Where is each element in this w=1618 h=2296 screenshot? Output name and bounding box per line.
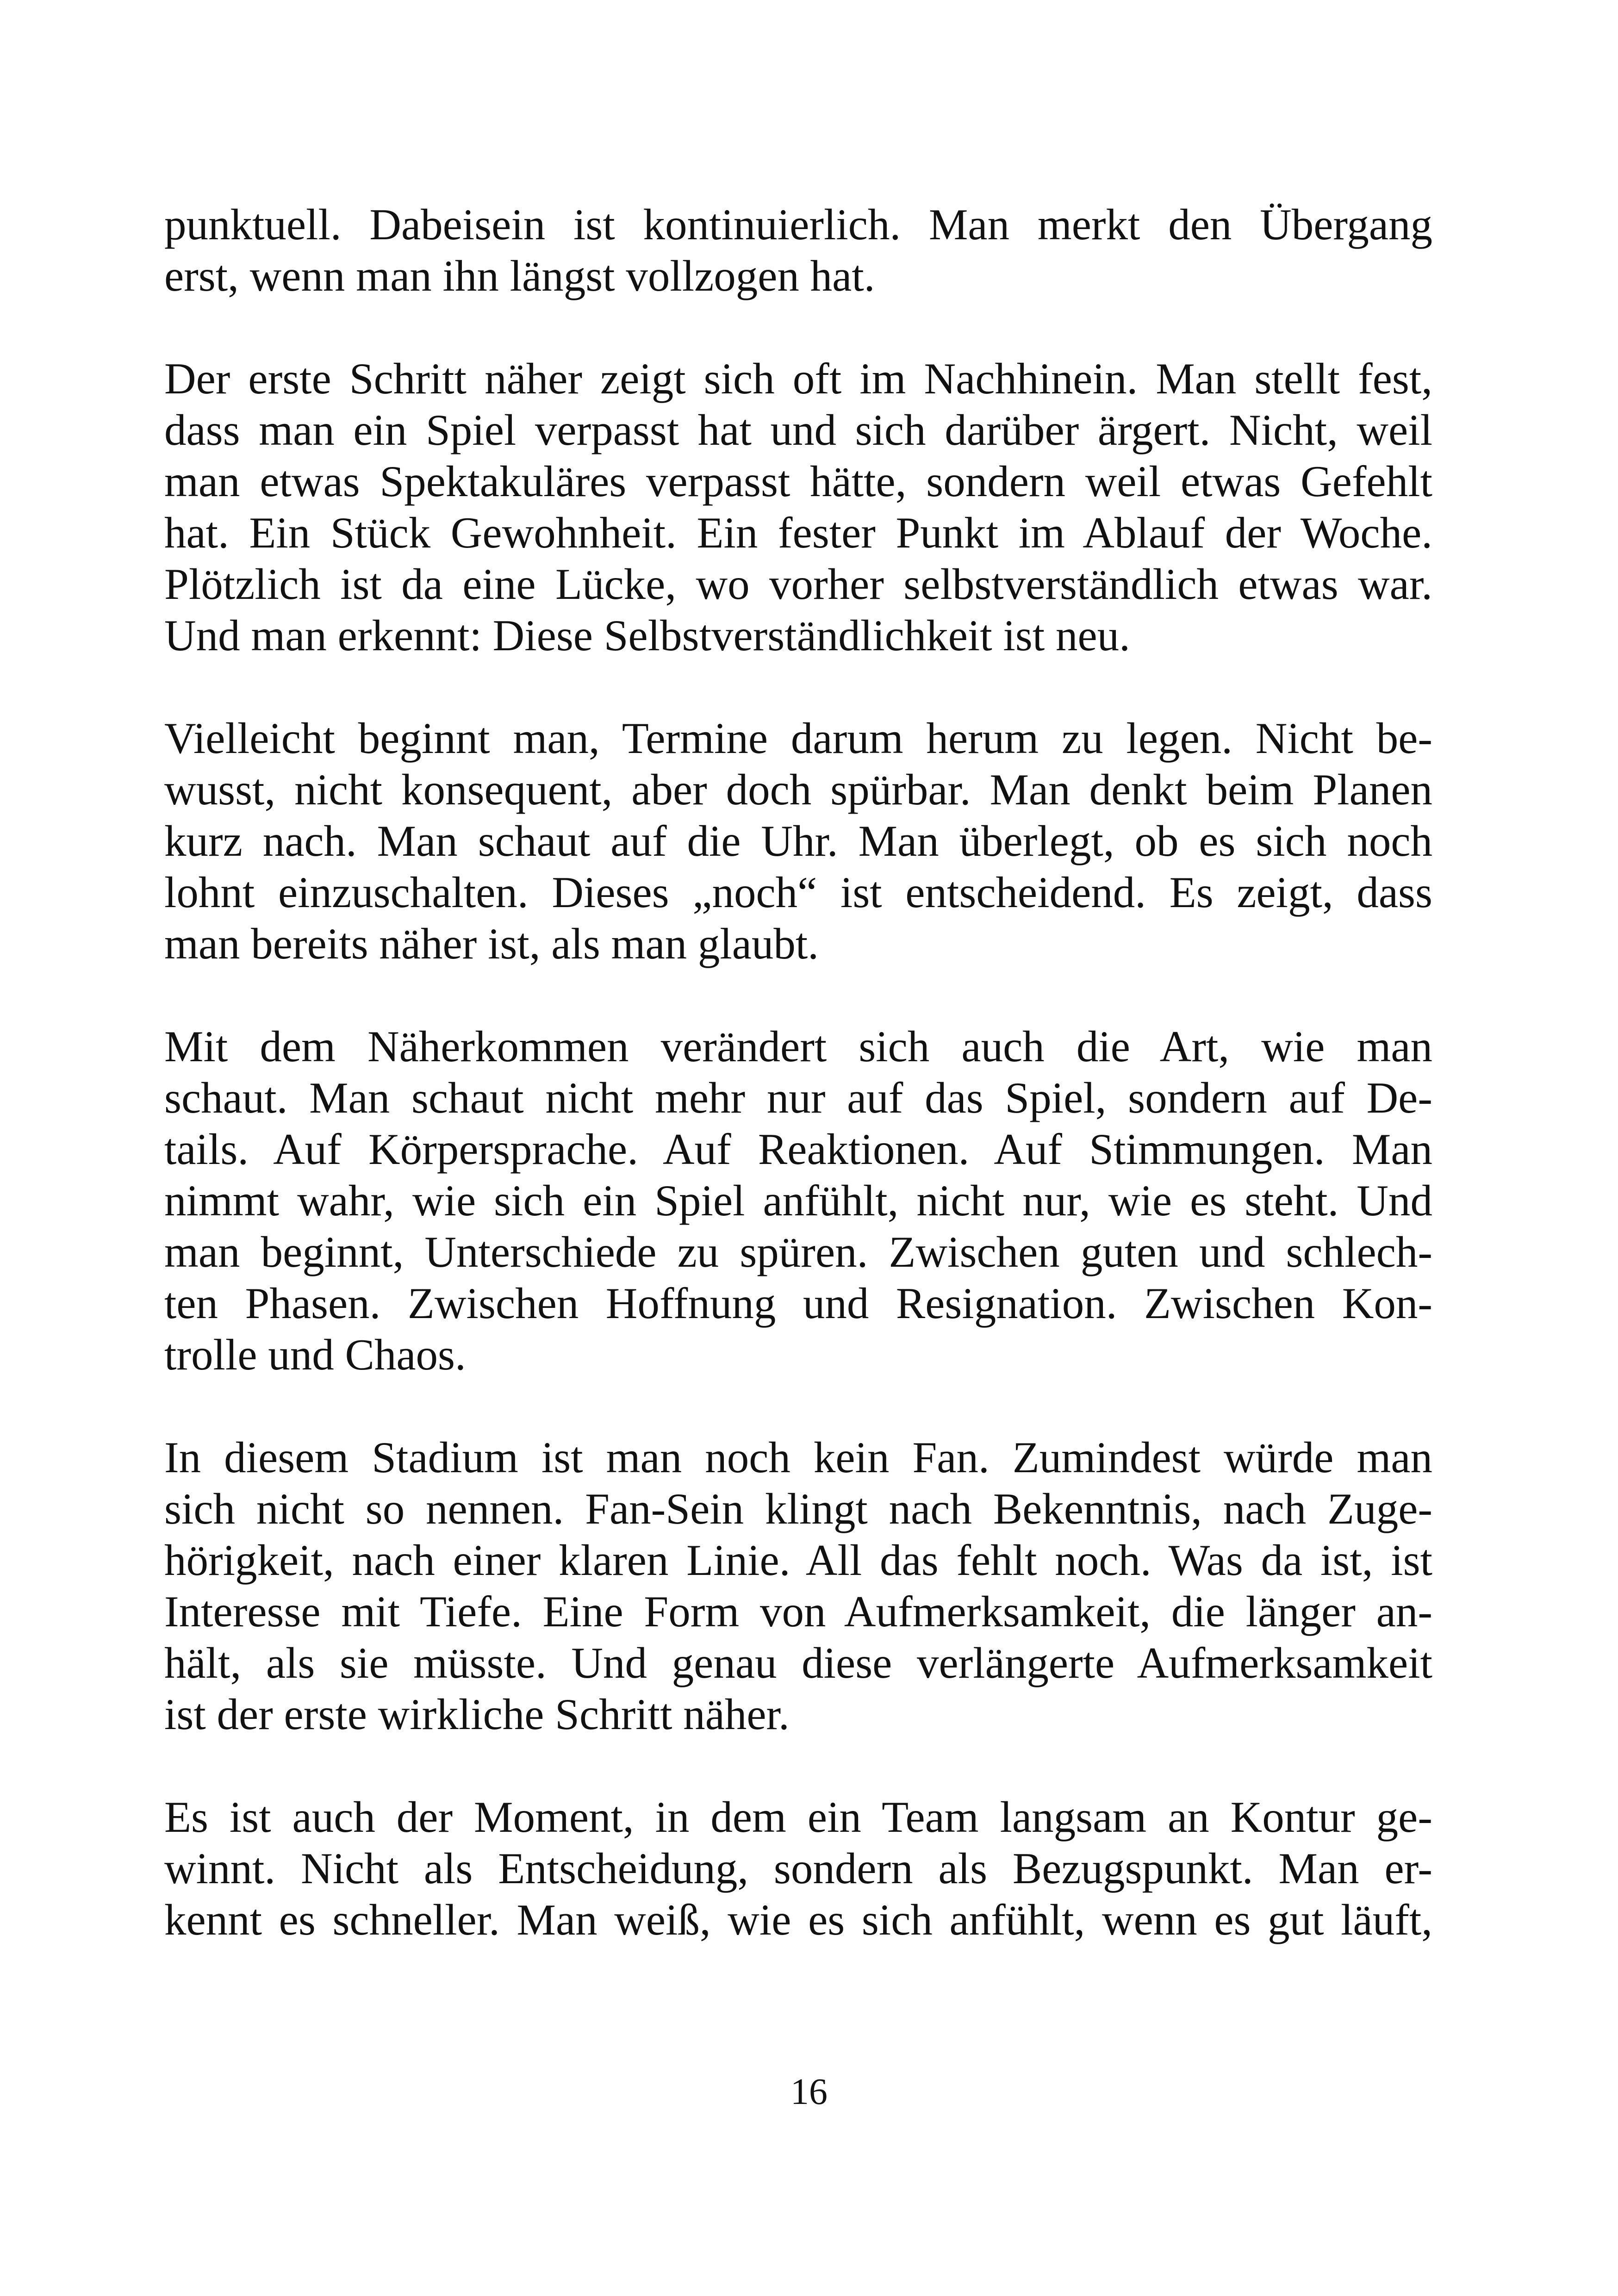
- text-line: ten Phasen. Zwischen Hoffnung und Resignation. Zwischen Kon-: [164, 1279, 1432, 1328]
- text-line: Mit dem Näherkommen verändert sich auch die Art, wie man: [164, 1022, 1432, 1071]
- text-line: erst, wenn man ihn längst vollzogen hat.: [164, 251, 875, 300]
- paragraph-gap: [164, 661, 1432, 713]
- text-line: kurz nach. Man schaut auf die Uhr. Man überlegt, ob es sich noch: [164, 816, 1432, 865]
- paragraph: [164, 713, 1432, 970]
- paragraph: [164, 199, 1432, 302]
- text-line: Plötzlich ist da eine Lücke, wo vorher selbstverständlich etwas war.: [164, 560, 1432, 609]
- paragraph: [164, 353, 1432, 661]
- text-line: Es ist auch der Moment, in dem ein Team langsam an Kontur ge-: [164, 1792, 1432, 1842]
- paragraph: [164, 1792, 1432, 1946]
- text-line: man etwas Spektakuläres verpasst hätte, sondern weil etwas Gefehlt: [164, 457, 1432, 506]
- text-line: wusst, nicht konsequent, aber doch spürbar. Man denkt beim Planen: [164, 765, 1432, 814]
- text-line: man bereits näher ist, als man glaubt.: [164, 919, 819, 968]
- text-line: dass man ein Spiel verpasst hat und sich darüber ärgert. Nicht, weil: [164, 405, 1432, 454]
- text-line: hat. Ein Stück Gewohnheit. Ein fester Punkt im Ablauf der Woche.: [164, 508, 1432, 557]
- paragraph-gap: [164, 1381, 1432, 1432]
- paragraph-gap: [164, 302, 1432, 353]
- text-line: nimmt wahr, wie sich ein Spiel anfühlt, nicht nur, wie es steht. Und: [164, 1176, 1432, 1225]
- text-line: sich nicht so nennen. Fan-Sein klingt nach Bekenntnis, nach Zuge-: [164, 1484, 1432, 1533]
- text-line: Der erste Schritt näher zeigt sich oft im Nachhinein. Man stellt fest,: [164, 354, 1432, 403]
- text-line: tails. Auf Körpersprache. Auf Reaktionen. Auf Stimmungen. Man: [164, 1125, 1432, 1174]
- text-line: Und man erkennt: Diese Selbstverständlichkeit ist neu.: [164, 611, 1130, 660]
- paragraph: [164, 1432, 1432, 1740]
- paragraph: [164, 1021, 1432, 1381]
- text-line: ist der erste wirkliche Schritt näher.: [164, 1690, 790, 1739]
- text-line: kennt es schneller. Man weiß, wie es sich anfühlt, wenn es gut läuft,: [164, 1895, 1432, 1944]
- text-line: trolle und Chaos.: [164, 1330, 466, 1379]
- page-number: 16: [790, 2072, 828, 2112]
- text-line: hält, als sie müsste. Und genau diese verlängerte Aufmerksamkeit: [164, 1638, 1432, 1687]
- text-line: winnt. Nicht als Entscheidung, sondern als Bezugspunkt. Man er-: [164, 1844, 1432, 1893]
- text-line: man beginnt, Unterschiede zu spüren. Zwischen guten und schlech-: [164, 1227, 1432, 1276]
- text-line: schaut. Man schaut nicht mehr nur auf das Spiel, sondern auf De-: [164, 1073, 1432, 1122]
- paragraph-gap: [164, 1740, 1432, 1792]
- page-body: [164, 199, 1432, 1946]
- text-line: Interesse mit Tiefe. Eine Form von Aufmerksamkeit, die länger an-: [164, 1587, 1432, 1636]
- text-line: lohnt einzuschalten. Dieses „noch“ ist entscheidend. Es zeigt, dass: [164, 868, 1432, 917]
- text-line: Vielleicht beginnt man, Termine darum herum zu legen. Nicht be-: [164, 714, 1432, 763]
- text-line: hörigkeit, nach einer klaren Linie. All das fehlt noch. Was da ist, ist: [164, 1536, 1432, 1585]
- text-line: In diesem Stadium ist man noch kein Fan. Zumindest würde man: [164, 1433, 1432, 1482]
- paragraph-gap: [164, 970, 1432, 1021]
- text-line: punktuell. Dabeisein ist kontinuierlich. Man merkt den Übergang: [164, 200, 1432, 249]
